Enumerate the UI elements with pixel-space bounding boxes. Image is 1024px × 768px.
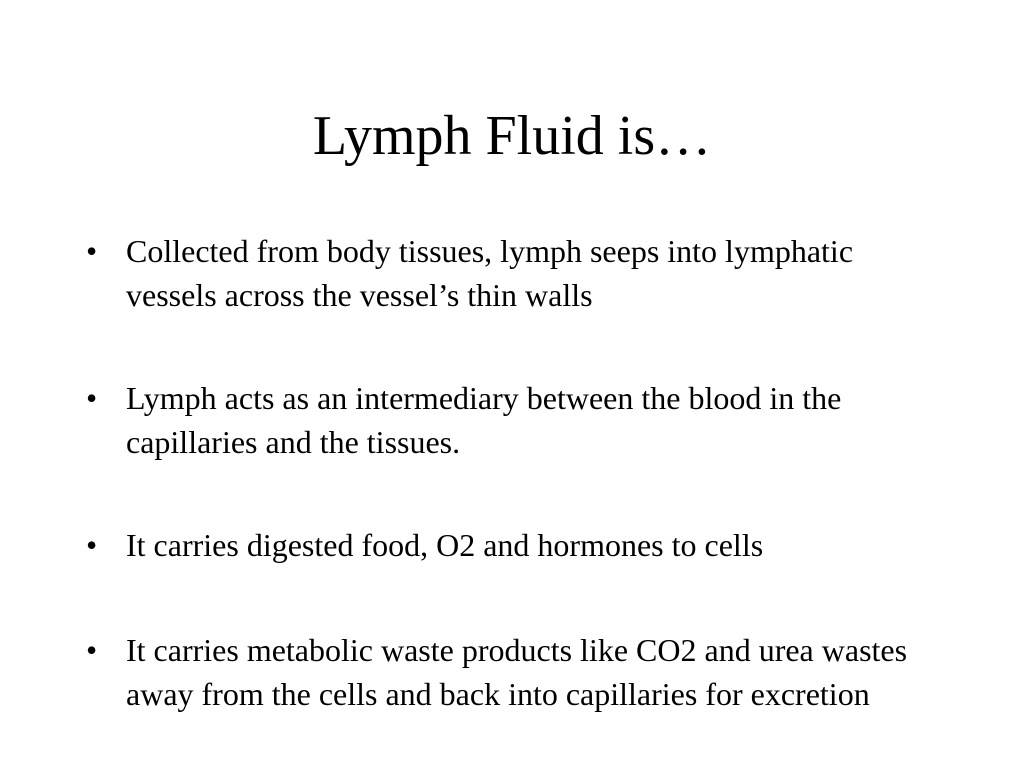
bullet-icon: • — [86, 233, 98, 269]
bullet-icon: • — [86, 527, 98, 563]
bullet-text: Collected from body tissues, lymph seeps into lymphatic vessels across the vessel’s thin walls — [126, 233, 854, 313]
bullet-item — [86, 523, 936, 567]
bullet-item — [86, 229, 936, 317]
bullet-item — [86, 376, 936, 464]
bullet-icon: • — [86, 632, 98, 668]
slide-title: Lymph Fluid is… — [312, 105, 712, 167]
bullet-icon: • — [86, 380, 98, 416]
bullet-text: It carries metabolic waste products like CO2 and urea wastes away from the cells and back into capillaries for excretion — [126, 632, 908, 712]
bullet-text: Lymph acts as an intermediary between the blood in the capillaries and the tissues. — [126, 380, 842, 460]
bullet-text: It carries digested food, O2 and hormones to cells — [126, 527, 764, 563]
bullet-item — [86, 628, 936, 716]
